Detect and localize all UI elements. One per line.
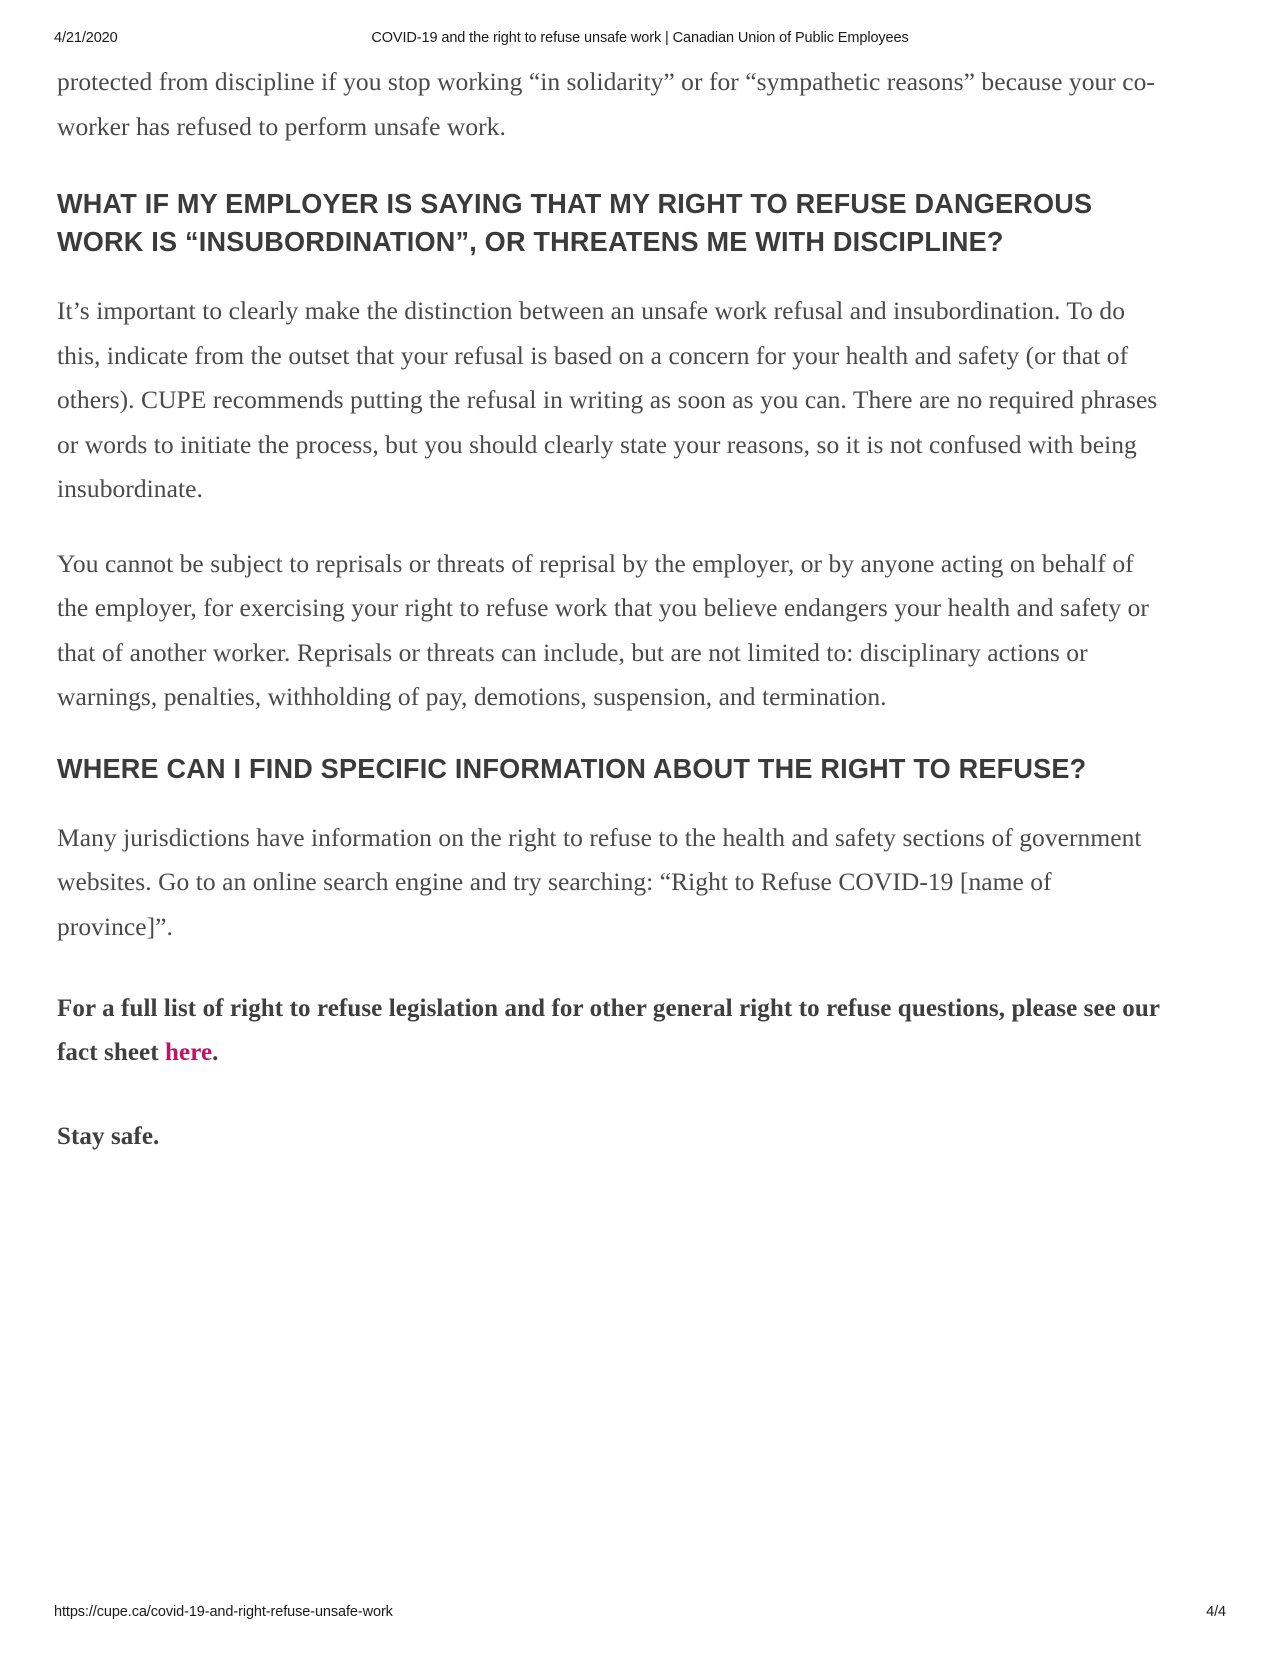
print-footer-page-number: 4/4: [1206, 1604, 1226, 1620]
paragraph-insubordination-1: It’s important to clearly make the distinction between an unsafe work refusal and insubordination. To do this, indicate from the outset that your refusal is based on a concern for your health and safety (or that of others). CUPE recommends putting the refusal in writing as soon as you can. There are no required phrases or words to initiate the process, but you should clearly state your reasons, so it is not confused with being insubordinate.: [57, 296, 1158, 503]
fact-sheet-note-text-after: .: [212, 1039, 219, 1066]
print-date: 4/21/2020: [54, 30, 118, 46]
paragraph-where-to-find-info-1: Many jurisdictions have information on the right to refuse to the health and safety sections of government websites. Go to an online search engine and try searching: “Right to Refuse COVID-19 [name of province]”.: [57, 822, 1142, 941]
fact-sheet-note: [57, 987, 1162, 1075]
print-document-title: COVID-19 and the right to refuse unsafe work | Canadian Union of Public Employees: [371, 30, 909, 46]
fact-sheet-note-text-before: For a full list of right to refuse legislation and for other general right to refuse questions, please see our fact sheet: [57, 995, 1160, 1066]
print-footer-url: https://cupe.ca/covid-19-and-right-refuse-unsafe-work: [54, 1604, 393, 1620]
print-header: [54, 30, 1226, 50]
signoff-text: Stay safe.: [57, 1123, 160, 1150]
fact-sheet-here-link[interactable]: here: [165, 1039, 213, 1066]
print-footer: [54, 1604, 1226, 1620]
article-content: [57, 60, 1162, 1159]
paragraph-insubordination-2: You cannot be subject to reprisals or threats of reprisal by the employer, or by anyone acting on behalf of the employer, for exercising your right to refuse work that you believe endangers your health and safety or that of another worker. Reprisals or threats can include, but are not limited to: disciplinary actions or warnings, penalties, withholding of pay, demotions, suspension, and termination.: [57, 548, 1149, 711]
continued-paragraph: protected from discipline if you stop working “in solidarity” or for “sympathetic reasons” because your co-worker has refused to perform unsafe work.: [57, 67, 1155, 141]
section-heading-insubordination: WHAT IF MY EMPLOYER IS SAYING THAT MY RIGHT TO REFUSE DANGEROUS WORK IS “INSUBORDINATION”, OR THREATENS ME WITH DISCIPLINE?: [57, 188, 1093, 257]
section-heading-where-to-find-info: WHERE CAN I FIND SPECIFIC INFORMATION ABOUT THE RIGHT TO REFUSE?: [57, 752, 1087, 784]
